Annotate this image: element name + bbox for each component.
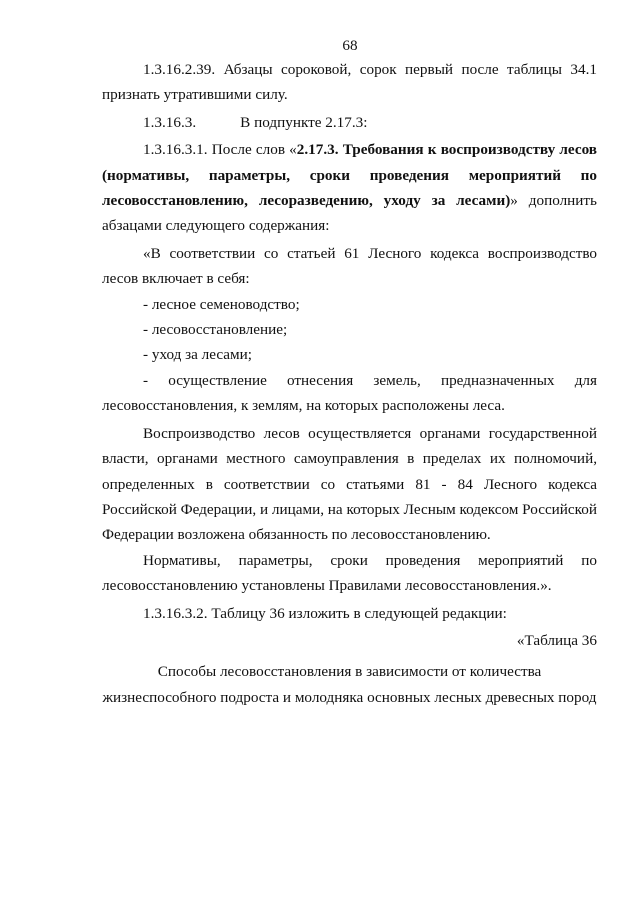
list-item-otnesenie-zemel: - осуществление отнесения земель, предназначенных для лесовосстановления, к землям, на которых расположены леса. <box>102 371 597 415</box>
document-body <box>102 57 597 710</box>
table-title-line-1: Способы лесовосстановления в зависимости от количества <box>157 663 542 681</box>
quoted-heading-bold: 2.17.3. Требования к воспроизводству лесов (нормативы, параметры, сроки проведения мероприятий по лесовосстановлению, лесоразведению, уходу за лесами) <box>102 141 597 210</box>
list-item-lesovosstanovlenie: - лесовосстановление; <box>143 321 288 339</box>
list-item-uhod-za-lesami: - уход за лесами; <box>143 346 253 364</box>
table-title-line-2: жизнеспособного подроста и молодняка основных лесных древесных пород <box>102 688 597 706</box>
paragraph-vosproizvodstvo-vklyuchaet: «В соответствии со статьей 61 Лесного кодекса воспроизводство лесов включает в себя: <box>102 244 597 288</box>
clause-lead-text: 1.3.16.3.1. После слов « <box>143 141 297 159</box>
table-title <box>96 659 603 710</box>
table-label: «Таблица 36 <box>516 631 597 649</box>
paragraph-vosproizvodstvo-osushchestvlyaetsya: Воспроизводство лесов осуществляется органами государственной власти, органами местного самоуправления в пределах их полномочий, определенных в соответствии со статьями 81 - 84 Лесного кодекса Российской Федерации, и лицами, на которых Лесным кодексом Российской Федерации возложена обязанность по лесовосстановлению. <box>102 424 598 544</box>
clause-text: В подпункте 2.17.3: <box>240 113 368 131</box>
paragraph-v-podpunkte <box>102 110 597 135</box>
page-number: 68 <box>342 37 358 54</box>
clause-tail-text: » дополнить абзацами следующего содержания: <box>102 192 597 235</box>
paragraph-normativy: Нормативы, параметры, сроки проведения мероприятий по лесовосстановлению установлены Правилами лесовосстановления.». <box>102 551 597 595</box>
paragraph-tablicu-izlozhit: 1.3.16.3.2. Таблицу 36 изложить в следующей редакции: <box>143 604 507 622</box>
clause-number: 1.3.16.3. <box>143 113 197 131</box>
list-item-semenovodstvo: - лесное семеноводство; <box>143 295 300 313</box>
paragraph-abzacy-utrativshimi-silu: 1.3.16.2.39. Абзацы сороковой, сорок первый после таблицы 34.1 признать утратившими силу. <box>102 61 597 104</box>
paragraph-posle-slov <box>102 137 597 239</box>
